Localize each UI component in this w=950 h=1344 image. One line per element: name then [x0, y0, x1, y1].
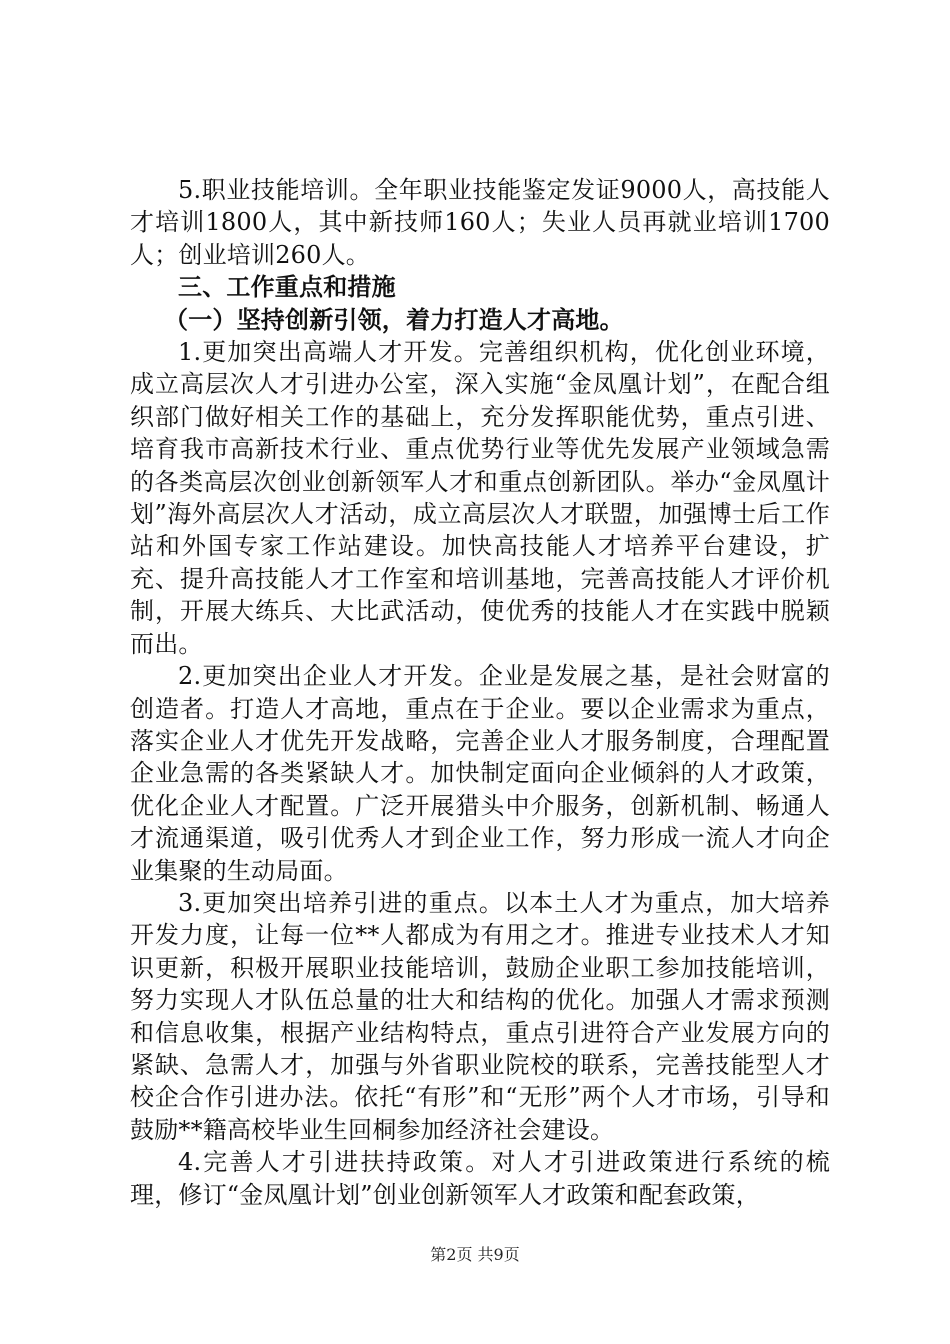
paragraph-vocational-training: 5.职业技能培训。全年职业技能鉴定发证9000人，高技能人才培训1800人，其中新技师160人；失业人员再就业培训1700人；创业培训260人。	[130, 176, 830, 269]
page-footer: 第2页 共9页	[430, 1245, 520, 1264]
paragraph-item-1: 1.更加突出高端人才开发。完善组织机构，优化创业环境，成立高层次人才引进办公室，深入实施“金凤凰计划”，在配合组织部门做好相关工作的基础上，充分发挥职能优势，重点引进、培育我市高新技术行业、重点优势行业等优先发展产业领域急需的各类高层次创业创新领军人才和重点创新团队。举办“金凤凰计划”海外高层次人才活动，成立高层次人才联盟，加强博士后工作站和外国专家工作站建设。加快高技能人才培养平台建设，扩充、提升高技能人才工作室和培训基地，完善高技能人才评价机制，开展大练兵、大比武活动，使优秀的技能人才在实践中脱颖而出。	[130, 338, 830, 658]
subsection-heading-1: （一）坚持创新引领，着力打造人才高地。	[164, 305, 624, 334]
paragraph-item-3: 3.更加突出培养引进的重点。以本土人才为重点，加大培养开发力度，让每一位**人都成为有用之才。推进专业技术人才知识更新，积极开展职业技能培训，鼓励企业职工参加技能培训，努力实现人才队伍总量的壮大和结构的优化。加强人才需求预测和信息收集，根据产业结构特点，重点引进符合产业发展方向的紧缺、急需人才，加强与外省职业院校的联系，完善技能型人才校企合作引进办法。依托“有形”和“无形”两个人才市场，引导和鼓励**籍高校毕业生回桐参加经济社会建设。	[130, 888, 830, 1144]
paragraph-item-2: 2.更加突出企业人才开发。企业是发展之基，是社会财富的创造者。打造人才高地，重点在于企业。要以企业需求为重点，落实企业人才优先开发战略，完善企业人才服务制度，合理配置企业急需的各类紧缺人才。加快制定面向企业倾斜的人才政策，优化企业人才配置。广泛开展猎头中介服务，创新机制、畅通人才流通渠道，吸引优秀人才到企业工作，努力形成一流人才向企业集聚的生动局面。	[130, 662, 830, 885]
section-heading-3: 三、工作重点和措施	[178, 273, 396, 302]
document-body	[130, 174, 830, 1211]
paragraph-item-4: 4.完善人才引进扶持政策。对人才引进政策进行系统的梳理，修订“金凤凰计划”创业创新领军人才政策和配套政策，	[130, 1148, 830, 1209]
